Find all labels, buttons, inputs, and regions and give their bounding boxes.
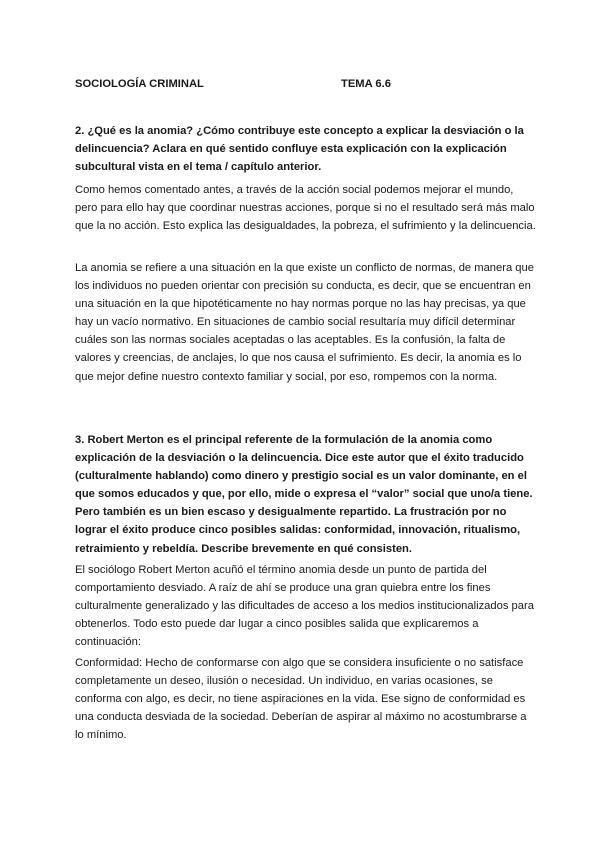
topic-title: TEMA 6.6 (341, 78, 391, 90)
subject-title: SOCIOLOGÍA CRIMINAL (75, 78, 204, 90)
answer-2-paragraph-2: La anomia se refiere a una situación en la que existe un conflicto de normas, de manera que los individuos no pueden orientar con precisión su conducta, es decir, que se encuentran en una situación en la que hipotéticamente no hay normas porque no las hay precisas, ya que hay un vacío normativo. En situaciones de cambio social resultaría muy difícil determinar cuáles son las normas sociales aceptadas o las aceptables. Es la confusión, la falta de valores y creencias, de anclajes, lo que nos causa el sufrimiento. Es decir, la anomia es lo que mejor define nuestro contexto familiar y social, por eso, rompemos con la norma. (75, 262, 534, 383)
question-3: 3. Robert Merton es el principal referente de la formulación de la anomia como explicación de la desviación o la delincuencia. Dice este autor que el éxito traducido (culturalmente hablando) como dinero y prestigio social es un valor dominante, en el que somos educados y que, por ello, mide o expresa el “valor” social que uno/a tiene. Pero también es un bien escaso y desigualmente repartido. La frustración por no lograr el éxito produce cinco posibles salidas: conformidad, innovación, ritualismo, retraimiento y rebeldía. Describe brevemente en qué consisten. (75, 434, 533, 555)
answer-2-paragraph-1: Como hemos comentado antes, a través de la acción social podemos mejorar el mundo, pero para ello hay que coordinar nuestras acciones, porque si no el resultado será más malo que la no acción. Esto explica las desigualdades, la pobreza, el sufrimiento y la delincuencia. (75, 184, 536, 233)
question-2: 2. ¿Qué es la anomia? ¿Cómo contribuye este concepto a explicar la desviación o la delincuencia? Aclara en qué sentido confluye esta explicación con la explicación subcultural vista en el tema / capítulo anterior. (75, 125, 524, 174)
answer-3-paragraph-2: Conformidad: Hecho de conformarse con algo que se considera insuficiente o no satisface completamente un deseo, ilusión o necesidad. Un individuo, en varias ocasiones, se conforma con algo, es decir, no tiene aspiraciones en la vida. Ese signo de conformidad es una conducta desviada de la sociedad. Deberían de aspirar al máximo no acostumbrarse a lo mínimo. (75, 657, 527, 742)
answer-3-paragraph-1: El sociólogo Robert Merton acuñó el término anomia desde un punto de partida del comportamiento desviado. A raíz de ahí se produce una gran quiebra entre los fines culturalmente generalizado y las dificultades de acceso a los medios institucionalizados para obtenerlos. Todo esto puede dar lugar a cinco posibles salida que explicaremos a continuación: (75, 564, 534, 649)
